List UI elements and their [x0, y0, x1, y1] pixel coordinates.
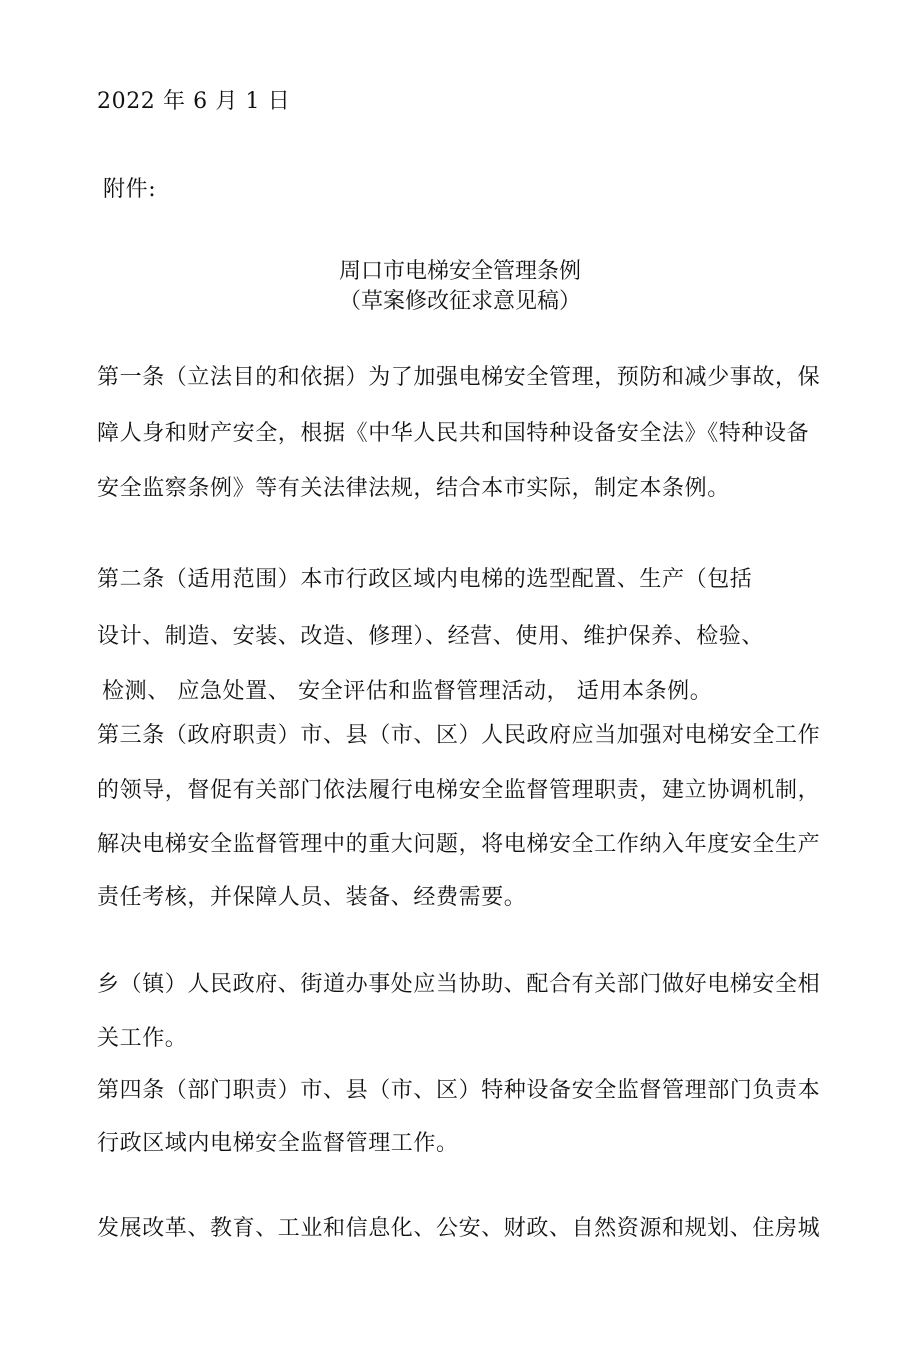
article-4-line-2: 行政区域内电梯安全监督管理工作。 — [97, 1131, 459, 1156]
document-date: 2022 年 6 月 1 日 — [97, 89, 291, 114]
article-1-line-2: 障人身和财产安全，根据《中华人民共和国特种设备安全法》《特种设备 — [97, 421, 810, 446]
article-3-para2-line-2: 关工作。 — [97, 1026, 188, 1051]
article-4-line-1: 第四条（部门职责）市、县（市、区）特种设备安全监督管理部门负责本 — [97, 1078, 821, 1103]
article-4-para2-line-1: 发展改革、教育、工业和信息化、公安、财政、自然资源和规划、住房城 — [97, 1216, 821, 1241]
article-1-line-1: 第一条（立法目的和依据）为了加强电梯安全管理，预防和减少事故，保 — [97, 365, 821, 390]
attachment-label: 附件: — [103, 177, 157, 202]
document-subtitle: （草案修改征求意见稿） — [338, 289, 581, 314]
article-3-para2-line-1: 乡（镇）人民政府、街道办事处应当协助、配合有关部门做好电梯安全相 — [97, 972, 821, 997]
article-2-line-2: 设计、制造、安装、改造、修理）、经营、使用、维护保养、检验、 — [97, 624, 765, 649]
document-title: 周口市电梯安全管理条例 — [338, 259, 581, 284]
article-2-line-3: 检测、 应急处置、 安全评估和监督管理活动， 适用本条例。 — [102, 679, 713, 704]
article-3-line-2: 的领导，督促有关部门依法履行电梯安全监督管理职责，建立协调机制， — [97, 778, 821, 803]
article-2-line-1: 第二条（适用范围）本市行政区域内电梯的选型配置、生产（包括 — [97, 567, 753, 592]
article-3-line-4: 责任考核，并保障人员、装备、经费需要。 — [97, 885, 527, 910]
article-3-line-1: 第三条（政府职责）市、县（市、区）人民政府应当加强对电梯安全工作 — [97, 723, 821, 748]
article-3-line-3: 解决电梯安全监督管理中的重大问题，将电梯安全工作纳入年度安全生产 — [97, 832, 821, 857]
article-1-line-3: 安全监察条例》等有关法律法规，结合本市实际，制定本条例。 — [97, 476, 730, 501]
